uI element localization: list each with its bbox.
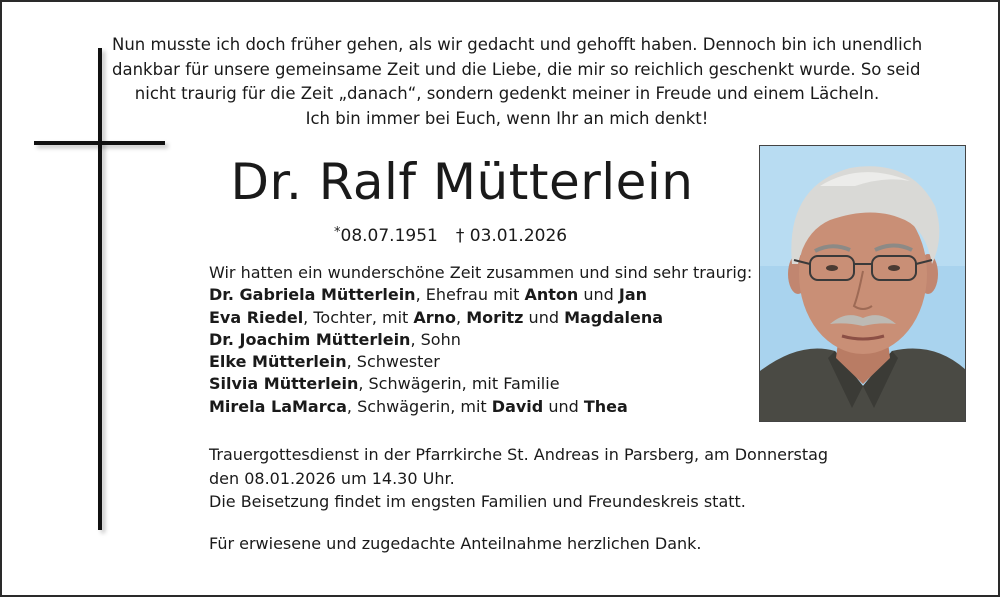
service-info xyxy=(209,443,829,514)
mourner-name: Elke Mütterlein xyxy=(209,352,347,372)
mourner-name: Silvia Mütterlein xyxy=(209,374,359,394)
quote-line: dankbar für unsere gemeinsame Zeit und die Liebe, die mir so reichlich geschenkt wurde. So seid xyxy=(112,59,921,79)
mourner-line xyxy=(209,396,749,418)
mourners-intro: Wir hatten ein wunderschöne Zeit zusammen und sind sehr traurig: xyxy=(209,263,753,282)
mourner-name: Dr. Joachim Mütterlein xyxy=(209,329,411,349)
mourner-relation: und xyxy=(543,396,584,416)
mourner-name: Eva Riedel xyxy=(209,307,304,327)
mourner-relation: , Tochter, mit xyxy=(303,307,414,327)
mourner-name: Dr. Gabriela Mütterlein xyxy=(209,285,416,305)
mourner-relation: , Sohn xyxy=(410,329,461,349)
mourner-name: Anton xyxy=(524,285,579,305)
birth-symbol: * xyxy=(334,225,341,240)
cross-vertical-bar xyxy=(98,48,102,530)
mourners-block xyxy=(209,262,753,418)
thanks-note: Für erwiesene und zugedachte Anteilnahme herzlichen Dank. xyxy=(209,534,702,553)
mourner-relation: , Ehefrau mit xyxy=(415,285,525,305)
mourner-name: Magdalena xyxy=(564,307,664,327)
mourner-relation: , Schwägerin, mit Familie xyxy=(358,374,560,394)
mourner-name: Mirela LaMarca xyxy=(209,396,347,416)
mourner-line xyxy=(209,329,749,351)
mourner-relation: , xyxy=(456,307,467,327)
mourner-name: Thea xyxy=(583,396,628,416)
birth-date: 08.07.1951 xyxy=(340,226,438,246)
mourner-name: David xyxy=(491,396,544,416)
mourner-line xyxy=(209,284,749,306)
mourner-relation: und xyxy=(523,307,565,327)
mourner-line xyxy=(209,373,749,395)
quote-line: Nun musste ich doch früher gehen, als wir gedacht und gehofft haben. Dennoch bin ich unendlich xyxy=(112,35,923,54)
mourner-name: Moritz xyxy=(466,307,524,327)
life-dates xyxy=(334,221,567,248)
service-line: den 08.01.2026 um 14.30 Uhr. xyxy=(209,468,455,488)
quote-line: Ich bin immer bei Euch, wenn Ihr an mich denkt! xyxy=(305,108,709,128)
cross-horizontal-bar xyxy=(34,141,165,145)
death-date: 03.01.2026 xyxy=(469,226,568,246)
memorial-quote xyxy=(112,33,923,131)
quote-line: nicht traurig für die Zeit „danach“, sondern gedenkt meiner in Freude und einem Lächeln. xyxy=(134,84,880,103)
mourner-relation: und xyxy=(578,285,619,305)
portrait-illustration xyxy=(760,146,966,422)
mourner-relation: , Schwägerin, mit xyxy=(346,396,492,416)
mourner-relation: , Schwester xyxy=(346,352,440,372)
death-symbol: † xyxy=(455,226,465,246)
deceased-name: Dr. Ralf Mütterlein xyxy=(230,153,694,211)
service-line: Trauergottesdienst in der Pfarrkirche St. Andreas in Parsberg, am Donnerstag xyxy=(209,445,829,464)
burial-line: Die Beisetzung findet im engsten Familien und Freundeskreis statt. xyxy=(209,492,746,511)
mourner-name: Jan xyxy=(618,285,648,305)
portrait-photo xyxy=(759,145,966,422)
mourner-name: Arno xyxy=(413,307,457,327)
mourner-line xyxy=(209,351,749,373)
mourner-line xyxy=(209,307,749,329)
